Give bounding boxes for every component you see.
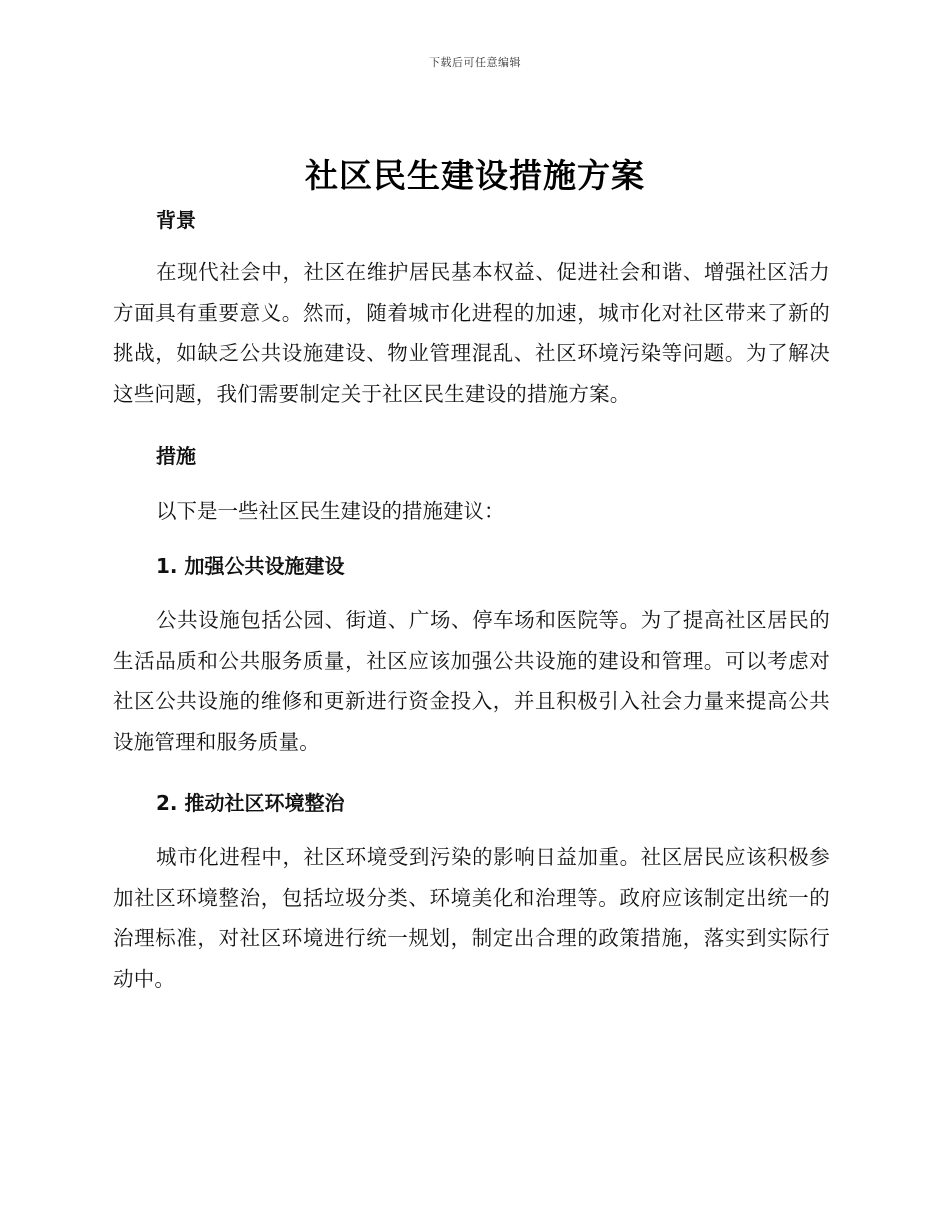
background-heading: 背景 [156,208,196,232]
measure-item-2-paragraph-block [113,837,830,999]
document-title: 社区民生建设措施方案 [305,156,645,195]
measure-item-2-heading-block [113,788,830,818]
measure-item-1-heading-block [113,551,830,581]
background-section [113,205,830,235]
measures-intro: 以下是一些社区民生建设的措施建议： [156,499,505,523]
measure-item-2-heading: 2. 推动社区环境整治 [156,791,345,815]
measures-section [113,441,830,471]
measure-item-1-heading: 1. 加强公共设施建设 [156,554,345,578]
page-header-note: 下载后可任意编辑 [429,56,521,69]
measure-item-1-paragraph: 公共设施包括公园、街道、广场、停车场和医院等。为了提高社区居民的生活品质和公共服务质量，社区应该加强公共设施的建设和管理。可以考虑对社区公共设施的维修和更新进行资金投入，并且积极引入社会力量来提高公共设施管理和服务质量。 [113,608,830,754]
measure-item-2-paragraph: 城市化进程中，社区环境受到污染的影响日益加重。社区居民应该积极参加社区环境整治，包括垃圾分类、环境美化和治理等。政府应该制定出统一的治理标准，对社区环境进行统一规划，制定出合理的政策措施，落实到实际行动中。 [113,845,830,991]
measures-intro-block [113,496,830,526]
measure-item-1-paragraph-block [113,600,830,762]
background-paragraph-block [113,252,830,414]
background-paragraph: 在现代社会中，社区在维护居民基本权益、促进社会和谐、增强社区活力方面具有重要意义。然而，随着城市化进程的加速，城市化对社区带来了新的挑战，如缺乏公共设施建设、物业管理混乱、社区环境污染等问题。为了解决这些问题，我们需要制定关于社区民生建设的措施方案。 [113,260,830,406]
measures-heading: 措施 [156,444,196,468]
